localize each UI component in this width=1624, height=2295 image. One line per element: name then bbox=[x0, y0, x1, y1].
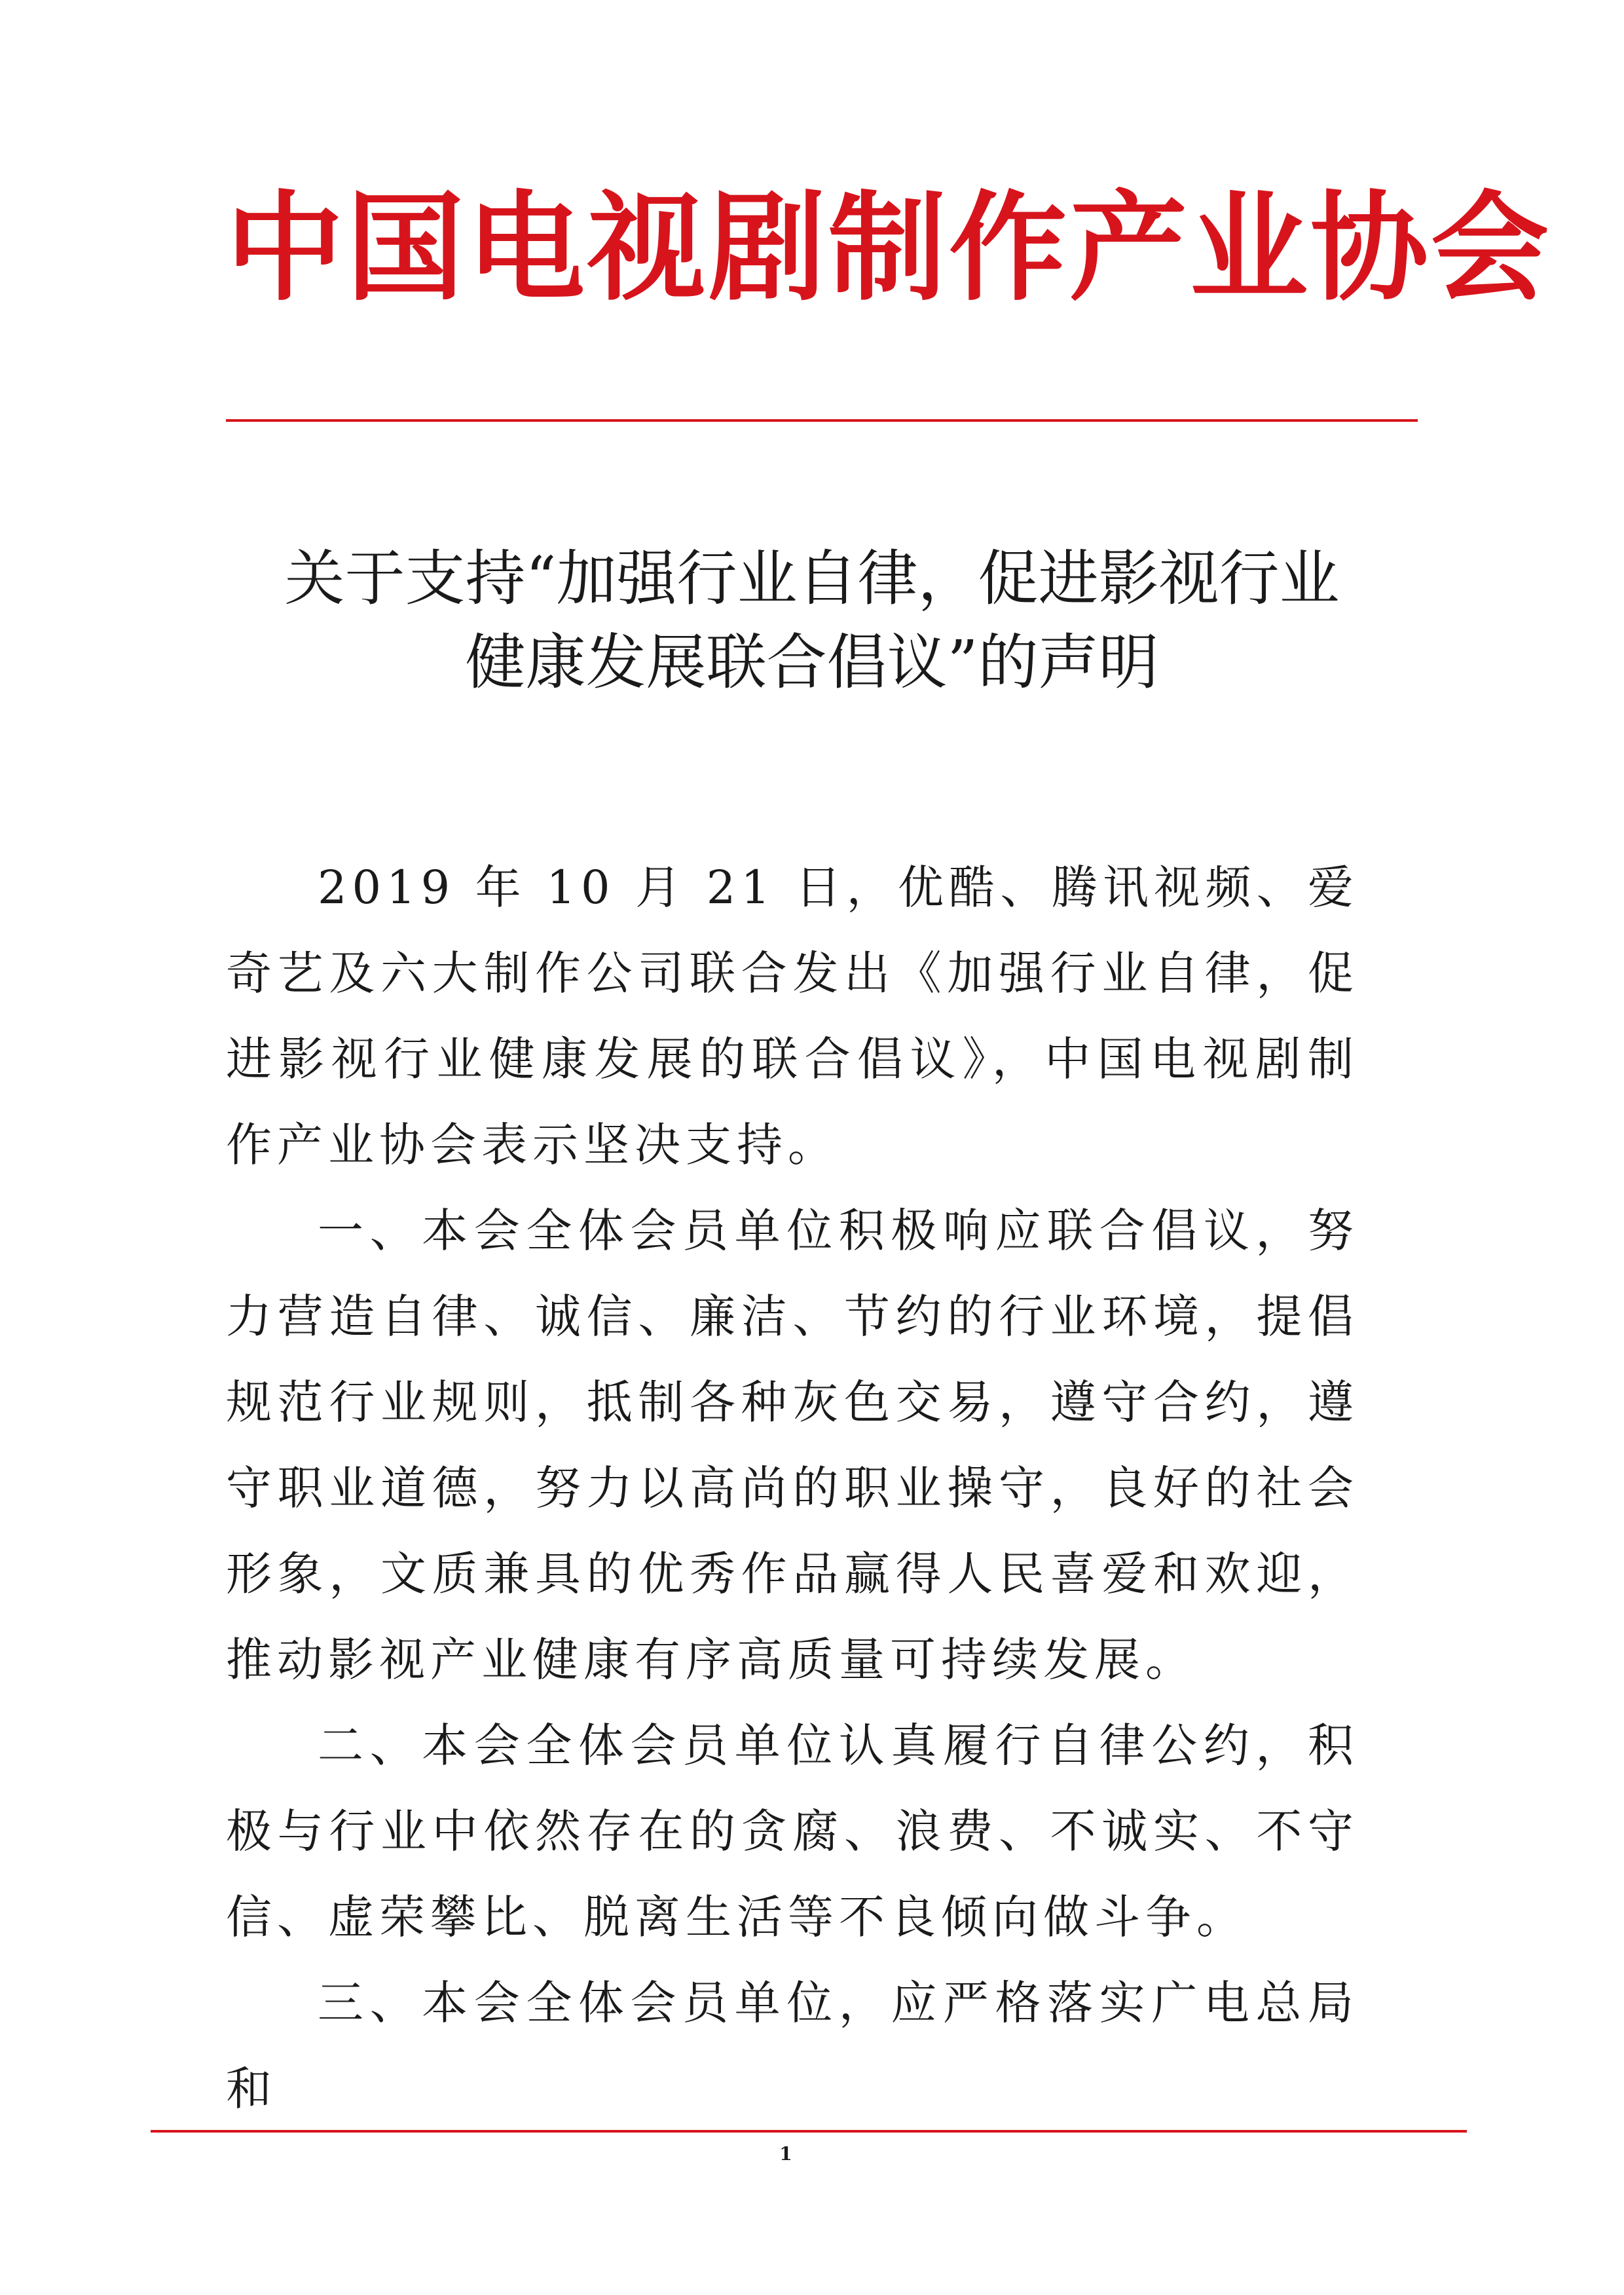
letterhead-red-rule bbox=[226, 419, 1418, 422]
footer-red-rule bbox=[151, 2130, 1467, 2133]
document-body bbox=[226, 845, 1359, 2132]
document-title-line-2: 健康发展联合倡议”的声明 bbox=[465, 627, 1159, 698]
body-paragraph-item-2: 二、本会全体会员单位认真履行自律公约，积极与行业中依然存在的贪腐、浪费、不诚实、不守信、虚荣攀比、脱离生活等不良倾向做斗争。 bbox=[226, 1719, 1359, 1944]
body-paragraph-item-1: 一、本会全体会员单位积极响应联合倡议，努力营造自律、诚信、廉洁、节约的行业环境，提倡规范行业规则，抵制各种灰色交易，遵守合约，遵守职业道德，努力以高尚的职业操守，良好的社会形象，文质兼具的优秀作品赢得人民喜爱和欢迎，推动影视产业健康有序高质量可持续发展。 bbox=[226, 1204, 1359, 1687]
document-title bbox=[196, 537, 1428, 705]
document-title-line-1: 关于支持“加强行业自律，促进影视行业 bbox=[284, 544, 1340, 614]
letterhead-org-name: 中国电视剧制作产业协会 bbox=[226, 180, 1552, 317]
body-paragraph-intro: 2019 年 10 月 21 日，优酷、腾讯视频、爱奇艺及六大制作公司联合发出《加强行业自律，促进影视行业健康发展的联合倡议》，中国电视剧制作产业协会表示坚决支持。 bbox=[226, 861, 1359, 1172]
body-paragraph-item-3: 三、本会全体会员单位，应严格落实广电总局和 bbox=[226, 1976, 1359, 2116]
page-number: 1 bbox=[779, 2143, 792, 2165]
